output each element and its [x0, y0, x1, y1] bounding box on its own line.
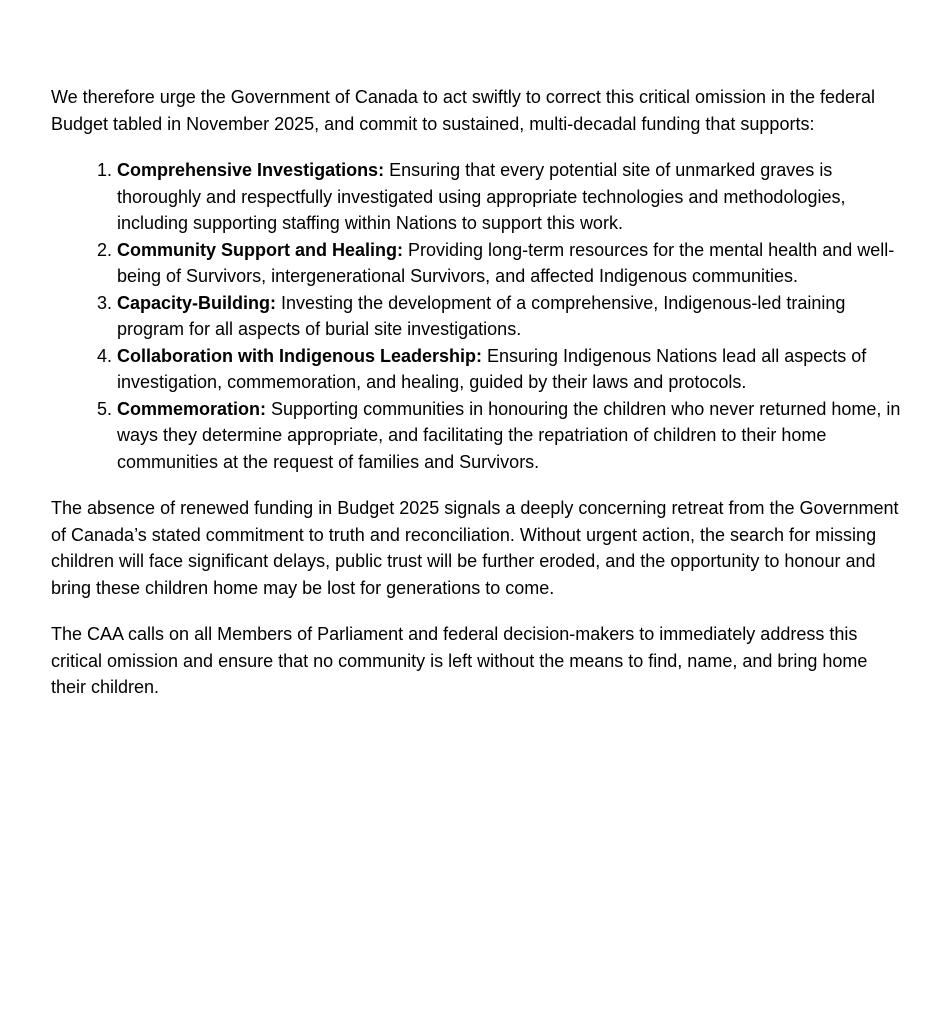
list-item-title: Comprehensive Investigations: [117, 160, 385, 180]
list-item-title: Capacity-Building: [117, 292, 277, 313]
list-item-title: Collaboration with Indigenous Leadership: [117, 345, 483, 366]
list-item-text: Ensuring that every potential site of unmarked graves is thoroughly and respectfully investigated using appropriate technologies and methodologies, including supporting staffing within Nations to support this work. [117, 160, 846, 233]
budget-paragraph: The absence of renewed funding in Budget 2025 signals a deeply concerning retreat from the Government of Canada’s stated commitment to truth and reconciliation. Without urgent action, the search for missing children will face significant delays, public trust will be further eroded, and the opportunity to honour and bring these children home may be lost for generations to come. [51, 498, 899, 598]
list-item [117, 343, 907, 396]
funding-priorities-list [51, 157, 907, 475]
list-item [117, 290, 907, 343]
document-body [51, 84, 907, 721]
list-item-text: Ensuring Indigenous Nations lead all aspects of investigation, commemoration, and healing, guided by their laws and protocols. [117, 345, 867, 392]
list-item [117, 237, 907, 290]
list-item [117, 157, 907, 237]
list-item-title: Commemoration: [117, 398, 267, 419]
list-item-text: Investing the development of a comprehensive, Indigenous-led training program for all aspects of burial site investigations. [117, 292, 846, 339]
list-item [117, 396, 907, 476]
list-item-text: Providing long-term resources for the mental health and well-being of Survivors, intergenerational Survivors, and affected Indigenous communities. [117, 239, 895, 286]
list-item-title: Community Support and Healing: [117, 239, 403, 260]
list-item-text: Supporting communities in honouring the children who never returned home, in ways they determine appropriate, and facilitating the repatriation of children to their home communities at the request of families and Survivors. [117, 398, 901, 472]
call-to-action-paragraph: The CAA calls on all Members of Parliament and federal decision-makers to immediately address this critical omission and ensure that no community is left without the means to find, name, and bring home their children. [51, 624, 868, 697]
intro-paragraph: We therefore urge the Government of Canada to act swiftly to correct this critical omission in the federal Budget tabled in November 2025, and commit to sustained, multi-decadal funding that supports: [51, 87, 876, 134]
